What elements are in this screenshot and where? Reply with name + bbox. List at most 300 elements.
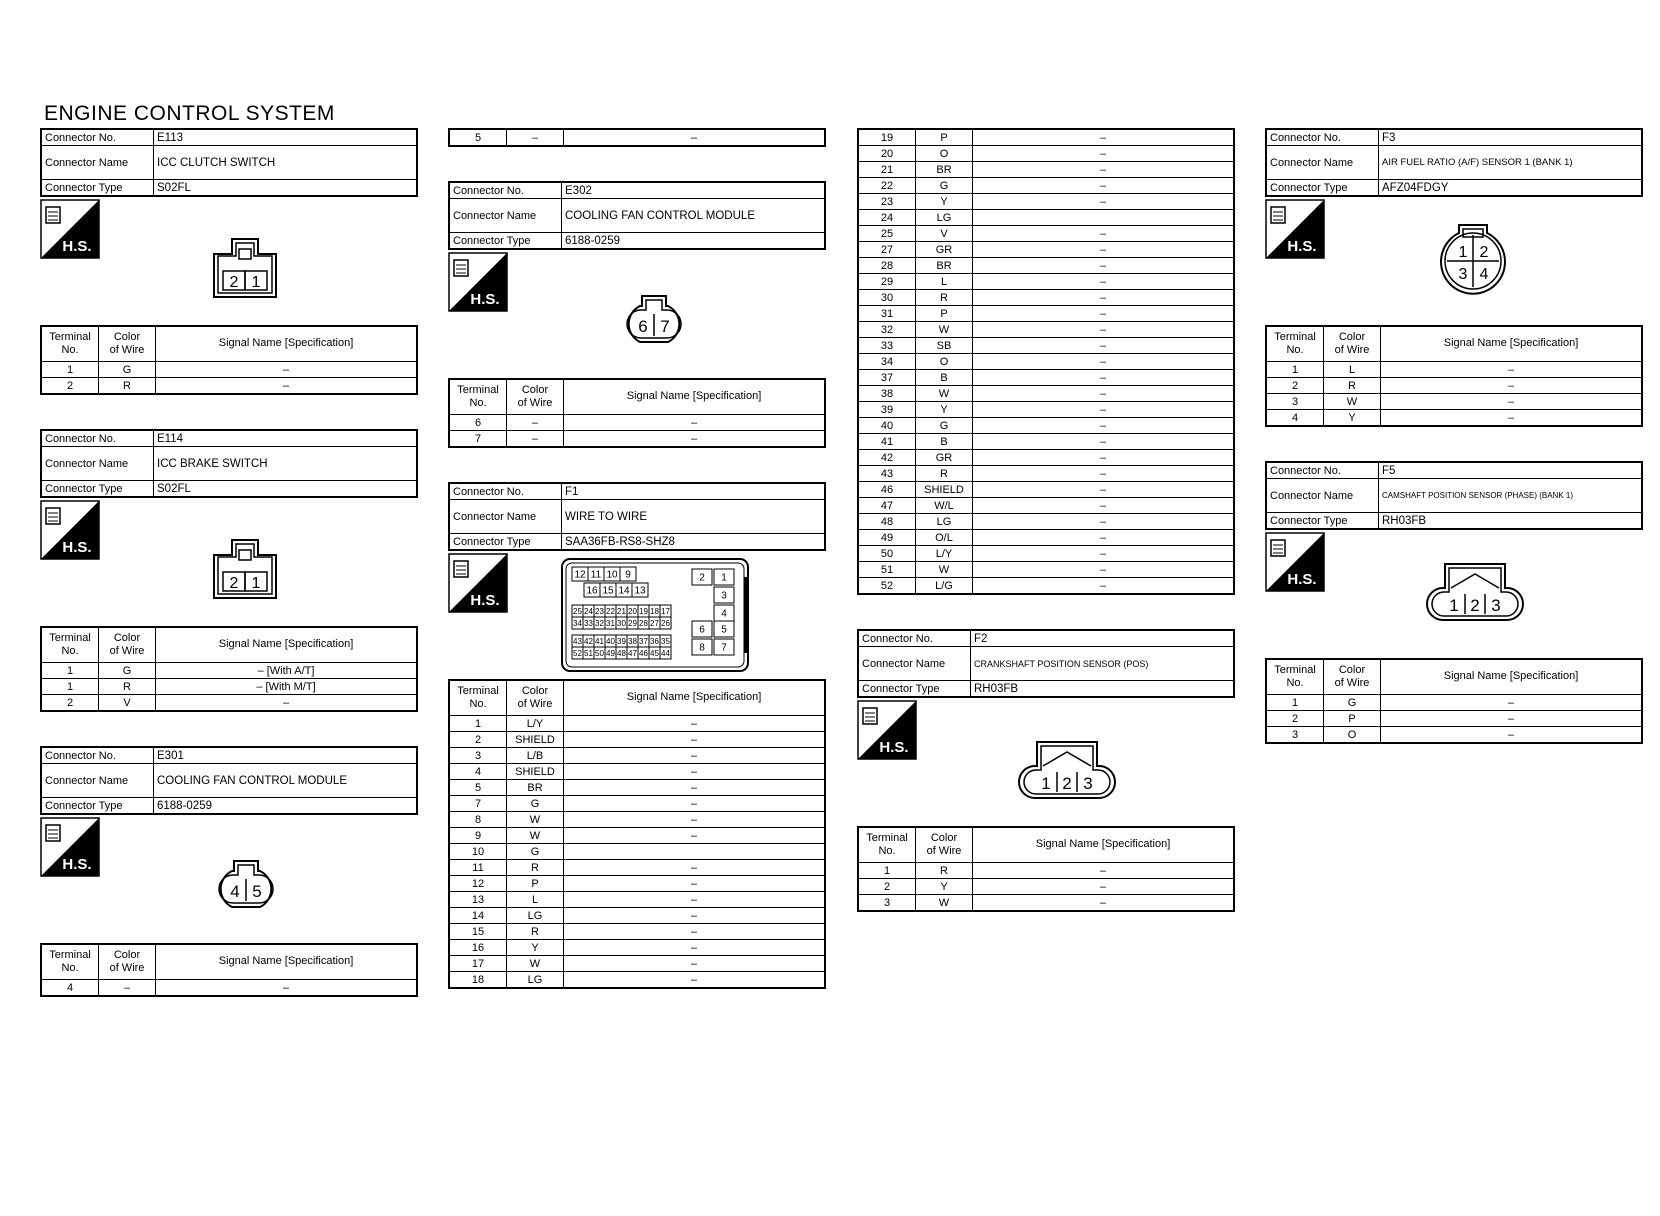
terminal-no-cell: 41: [858, 434, 916, 450]
pin-table: [40, 325, 418, 395]
pin-label: 20: [628, 606, 637, 616]
terminal-no-cell: 29: [858, 274, 916, 290]
hs-badge-label: H.S.: [470, 592, 500, 609]
pin-label: 1: [1458, 244, 1468, 261]
harness-side-icon: [1265, 199, 1325, 259]
column-1: [40, 128, 418, 997]
wire-color-cell: P: [1324, 711, 1381, 727]
pin-label: 33: [584, 618, 593, 628]
wire-color-cell: R: [99, 679, 156, 695]
signal-name-cell: –: [973, 482, 1235, 498]
pin-label: 25: [573, 606, 582, 616]
connector-type-label: Connector Type: [858, 681, 971, 698]
pin-label: 47: [628, 648, 637, 658]
connector-e113: [40, 128, 418, 395]
connector-name-value: CRANKSHAFT POSITION SENSOR (POS): [971, 647, 1235, 681]
connector-no-value: F2: [971, 630, 1235, 647]
wire-color-cell: LG: [916, 514, 973, 530]
terminal-no-cell: 18: [449, 972, 507, 989]
terminal-no-cell: 43: [858, 466, 916, 482]
wire-color-cell: Y: [916, 194, 973, 210]
wire-color-cell: O: [916, 354, 973, 370]
connector-no-label: Connector No.: [449, 182, 562, 199]
connector-f2: [857, 629, 1235, 912]
signal-name-cell: –: [973, 290, 1235, 306]
pin-label: 4: [1479, 266, 1489, 283]
pin-row: [449, 924, 825, 940]
pin-label: 41: [595, 636, 604, 646]
pin-label: 17: [661, 606, 670, 616]
connector-diagram: [40, 815, 418, 943]
terminal-no-cell: 3: [1266, 727, 1324, 744]
pin-row: [1266, 410, 1642, 427]
pin-row: [858, 242, 1234, 258]
connector-f3: [1265, 128, 1643, 427]
terminal-no-cell: 27: [858, 242, 916, 258]
signal-name-cell: –: [973, 242, 1235, 258]
connector-no-label: Connector No.: [41, 129, 154, 146]
wire-color-cell: P: [916, 306, 973, 322]
signal-name-cell: –: [973, 879, 1235, 895]
wire-color-cell: –: [507, 431, 564, 448]
harness-side-icon: [448, 553, 508, 613]
pin-row: [449, 780, 825, 796]
pin-row: [449, 908, 825, 924]
pin-row: [858, 129, 1234, 146]
terminal-no-cell: 34: [858, 354, 916, 370]
pin-table: [1265, 658, 1643, 744]
pin-row: [858, 530, 1234, 546]
connector-no-value: E302: [562, 182, 826, 199]
pin-row: [41, 663, 417, 679]
wire-color-cell: L/B: [507, 748, 564, 764]
connector-name-value: ICC CLUTCH SWITCH: [154, 146, 418, 180]
pin-row: [41, 695, 417, 712]
connector-name-value: ICC BRAKE SWITCH: [154, 447, 418, 481]
connector-info-table: [1265, 128, 1643, 197]
harness-side-icon: [40, 199, 100, 259]
terminal-no-header: Terminal No.: [449, 379, 507, 415]
signal-name-header: Signal Name [Specification]: [973, 827, 1235, 863]
pin-row: [41, 378, 417, 395]
pin-label: 48: [617, 648, 626, 658]
wire-color-cell: BR: [916, 162, 973, 178]
pin-row: [449, 732, 825, 748]
connector-f5: [1265, 461, 1643, 744]
pin-row: [41, 362, 417, 378]
signal-name-cell: –: [973, 162, 1235, 178]
wire-color-cell: L/G: [916, 578, 973, 595]
pin-row: [449, 796, 825, 812]
wire-color-cell: B: [916, 370, 973, 386]
pin-row: [858, 434, 1234, 450]
terminal-no-cell: 11: [449, 860, 507, 876]
pin-label: 2: [229, 274, 239, 291]
pin-row: [858, 514, 1234, 530]
pin-label: 45: [650, 648, 659, 658]
pin-row: [449, 748, 825, 764]
signal-name-cell: –: [973, 370, 1235, 386]
signal-name-cell: –: [973, 450, 1235, 466]
pin-label: 2: [1470, 596, 1480, 615]
terminal-no-cell: 5: [449, 129, 507, 146]
signal-name-cell: –: [156, 362, 418, 378]
signal-name-header: Signal Name [Specification]: [564, 379, 826, 415]
signal-name-cell: –: [564, 415, 826, 431]
signal-name-cell: –: [564, 748, 826, 764]
connector-name-label: Connector Name: [41, 764, 154, 798]
terminal-no-cell: 2: [1266, 711, 1324, 727]
wire-color-cell: L: [507, 892, 564, 908]
connector-info-table: [40, 746, 418, 815]
wire-color-cell: –: [507, 129, 564, 146]
connector-info-table: [857, 629, 1235, 698]
pin-row: [449, 828, 825, 844]
terminal-no-cell: 3: [449, 748, 507, 764]
connector-diagram: [40, 197, 418, 325]
terminal-no-cell: 38: [858, 386, 916, 402]
wire-color-cell: LG: [507, 908, 564, 924]
pin-row: [858, 546, 1234, 562]
terminal-no-cell: 2: [449, 732, 507, 748]
wire-color-cell: W: [507, 828, 564, 844]
connector-no-label: Connector No.: [41, 430, 154, 447]
wire-color-cell: –: [99, 980, 156, 997]
terminal-no-header: Terminal No.: [41, 627, 99, 663]
signal-name-cell: –: [1381, 727, 1643, 744]
connector-e114: [40, 429, 418, 712]
wire-color-cell: G: [1324, 695, 1381, 711]
pin-label: 1: [721, 572, 727, 584]
wire-color-cell: L: [916, 274, 973, 290]
hs-badge-label: H.S.: [1287, 571, 1317, 588]
signal-name-cell: –: [564, 876, 826, 892]
pin-label: 16: [586, 585, 598, 597]
hs-badge-label: H.S.: [62, 856, 92, 873]
connector-type-label: Connector Type: [41, 481, 154, 498]
pin-row: [858, 418, 1234, 434]
connector-name-value: CAMSHAFT POSITION SENSOR (PHASE) (BANK 1): [1379, 479, 1643, 513]
pin-row: [858, 562, 1234, 578]
terminal-no-cell: 1: [41, 679, 99, 695]
pin-label: 28: [639, 618, 648, 628]
signal-name-cell: –: [973, 863, 1235, 879]
connector-no-value: F1: [562, 483, 826, 500]
pin-row: [858, 226, 1234, 242]
pin-table-continued: [448, 128, 826, 147]
wire-color-cell: –: [507, 415, 564, 431]
wire-color-cell: W/L: [916, 498, 973, 514]
pin-label: 6: [638, 317, 648, 336]
signal-name-cell: –: [973, 178, 1235, 194]
pin-label: 3: [1083, 774, 1093, 793]
wire-color-cell: R: [507, 860, 564, 876]
connector-diagram: [1265, 197, 1643, 325]
signal-name-cell: –: [564, 431, 826, 448]
pin-label: 4: [230, 882, 240, 901]
connector-no-value: E114: [154, 430, 418, 447]
connector-type-value: RH03FB: [971, 681, 1235, 698]
wire-color-cell: W: [916, 386, 973, 402]
hs-badge-label: H.S.: [1287, 238, 1317, 255]
pin-label: 1: [251, 274, 261, 291]
terminal-no-cell: 32: [858, 322, 916, 338]
wire-color-cell: G: [916, 178, 973, 194]
pin-label: 38: [628, 636, 637, 646]
terminal-no-cell: 21: [858, 162, 916, 178]
terminal-no-cell: 4: [1266, 410, 1324, 427]
color-of-wire-header: Color of Wire: [507, 379, 564, 415]
signal-name-cell: –: [564, 828, 826, 844]
terminal-no-cell: 1: [41, 663, 99, 679]
wire-color-cell: LG: [507, 972, 564, 989]
connector-face-icon: [208, 857, 284, 909]
signal-name-cell: –: [564, 924, 826, 940]
terminal-no-cell: 2: [41, 378, 99, 395]
connector-info-table: [40, 128, 418, 197]
pin-row: [858, 466, 1234, 482]
pin-row: [858, 895, 1234, 912]
pin-label: 39: [617, 636, 626, 646]
terminal-no-cell: 12: [449, 876, 507, 892]
signal-name-cell: –: [1381, 410, 1643, 427]
wire-color-cell: O: [1324, 727, 1381, 744]
signal-name-cell: –: [973, 386, 1235, 402]
terminal-no-cell: 2: [41, 695, 99, 712]
connector-info-table: [40, 429, 418, 498]
terminal-no-cell: 19: [858, 129, 916, 146]
signal-name-cell: – [With A/T]: [156, 663, 418, 679]
signal-name-cell: –: [973, 514, 1235, 530]
signal-name-cell: –: [1381, 378, 1643, 394]
wire-color-cell: SHIELD: [916, 482, 973, 498]
signal-name-header: Signal Name [Specification]: [156, 326, 418, 362]
wire-color-cell: L/Y: [916, 546, 973, 562]
connector-type-label: Connector Type: [1266, 180, 1379, 197]
terminal-no-cell: 51: [858, 562, 916, 578]
signal-name-cell: –: [973, 226, 1235, 242]
hs-badge-label: H.S.: [879, 739, 909, 756]
pin-row: [858, 258, 1234, 274]
signal-name-header: Signal Name [Specification]: [156, 627, 418, 663]
pin-row: [449, 129, 825, 146]
connector-diagram: [857, 698, 1235, 826]
connector-e301: [40, 746, 418, 997]
signal-name-cell: –: [1381, 362, 1643, 378]
connector-name-label: Connector Name: [449, 199, 562, 233]
pin-label: 27: [650, 618, 659, 628]
pin-row: [858, 578, 1234, 595]
terminal-no-cell: 1: [858, 863, 916, 879]
pin-row: [858, 274, 1234, 290]
connector-name-label: Connector Name: [449, 500, 562, 534]
connector-type-label: Connector Type: [41, 798, 154, 815]
pin-row: [1266, 695, 1642, 711]
connector-type-value: 6188-0259: [562, 233, 826, 250]
pin-label: 35: [661, 636, 670, 646]
wire-color-cell: R: [916, 466, 973, 482]
terminal-no-cell: 1: [449, 716, 507, 732]
wire-color-cell: R: [916, 290, 973, 306]
pin-row: [449, 940, 825, 956]
pin-label: 14: [618, 585, 630, 597]
pin-label: 2: [1062, 774, 1072, 793]
pin-label: 40: [606, 636, 615, 646]
signal-name-cell: –: [973, 306, 1235, 322]
signal-name-cell: –: [973, 354, 1235, 370]
terminal-no-cell: 47: [858, 498, 916, 514]
pin-label: 9: [625, 569, 631, 581]
terminal-no-cell: 28: [858, 258, 916, 274]
signal-name-cell: [564, 844, 826, 860]
pin-row: [449, 972, 825, 989]
terminal-no-header: Terminal No.: [858, 827, 916, 863]
terminal-no-cell: 52: [858, 578, 916, 595]
terminal-no-cell: 13: [449, 892, 507, 908]
column-3: [857, 128, 1235, 912]
connector-type-label: Connector Type: [449, 233, 562, 250]
terminal-no-cell: 3: [1266, 394, 1324, 410]
pin-label: 32: [595, 618, 604, 628]
harness-side-icon: [1265, 532, 1325, 592]
signal-name-cell: –: [973, 274, 1235, 290]
pin-label: 3: [1491, 596, 1501, 615]
column-2: [448, 128, 826, 989]
signal-name-cell: –: [564, 972, 826, 989]
wire-color-cell: LG: [916, 210, 973, 226]
wire-color-cell: BR: [507, 780, 564, 796]
connector-no-label: Connector No.: [449, 483, 562, 500]
pin-label: 15: [602, 585, 614, 597]
signal-name-cell: –: [973, 402, 1235, 418]
wire-color-cell: SHIELD: [507, 732, 564, 748]
pin-row: [858, 370, 1234, 386]
terminal-no-cell: 7: [449, 431, 507, 448]
wire-color-cell: G: [916, 418, 973, 434]
signal-name-cell: –: [973, 338, 1235, 354]
connector-type-value: S02FL: [154, 481, 418, 498]
harness-side-icon: [40, 500, 100, 560]
connector-face-icon: [210, 538, 280, 600]
signal-name-cell: –: [1381, 394, 1643, 410]
signal-name-header: Signal Name [Specification]: [564, 680, 826, 716]
pin-row: [449, 892, 825, 908]
pin-row: [858, 162, 1234, 178]
connector-no-label: Connector No.: [858, 630, 971, 647]
connector-face-icon: [1423, 560, 1527, 626]
pin-label: 1: [1449, 596, 1459, 615]
terminal-no-cell: 3: [858, 895, 916, 912]
connector-type-value: S02FL: [154, 180, 418, 197]
connector-name-label: Connector Name: [1266, 146, 1379, 180]
terminal-no-cell: 20: [858, 146, 916, 162]
wire-color-cell: B: [916, 434, 973, 450]
wire-color-cell: Y: [1324, 410, 1381, 427]
pin-row: [858, 863, 1234, 879]
signal-name-header: Signal Name [Specification]: [1381, 659, 1643, 695]
pin-table: [448, 679, 826, 989]
pin-row: [449, 415, 825, 431]
pin-label: 21: [617, 606, 626, 616]
pin-row: [449, 876, 825, 892]
pin-table-continued: [857, 128, 1235, 595]
harness-side-icon: [448, 252, 508, 312]
pin-label: 3: [1458, 266, 1468, 283]
wire-color-cell: W: [916, 562, 973, 578]
connector-type-value: SAA36FB-RS8-SHZ8: [562, 534, 826, 551]
terminal-no-header: Terminal No.: [41, 326, 99, 362]
wire-color-cell: L/Y: [507, 716, 564, 732]
terminal-no-header: Terminal No.: [41, 944, 99, 980]
terminal-no-cell: 42: [858, 450, 916, 466]
signal-name-cell: –: [564, 908, 826, 924]
connector-no-value: F3: [1379, 129, 1643, 146]
pin-row: [858, 338, 1234, 354]
connector-type-label: Connector Type: [449, 534, 562, 551]
connector-no-label: Connector No.: [41, 747, 154, 764]
wire-color-cell: R: [1324, 378, 1381, 394]
terminal-no-cell: 24: [858, 210, 916, 226]
pin-row: [449, 716, 825, 732]
signal-name-cell: –: [973, 434, 1235, 450]
signal-name-cell: –: [973, 322, 1235, 338]
pin-row: [858, 322, 1234, 338]
terminal-no-cell: 50: [858, 546, 916, 562]
wire-color-cell: W: [916, 895, 973, 912]
terminal-no-header: Terminal No.: [1266, 326, 1324, 362]
signal-name-cell: –: [973, 895, 1235, 912]
pin-label: 13: [634, 585, 646, 597]
terminal-no-cell: 1: [1266, 362, 1324, 378]
pin-label: 7: [721, 642, 727, 654]
pin-row: [1266, 378, 1642, 394]
connector-name-value: AIR FUEL RATIO (A/F) SENSOR 1 (BANK 1): [1379, 146, 1643, 180]
signal-name-cell: –: [564, 860, 826, 876]
signal-name-cell: – [With M/T]: [156, 679, 418, 695]
pin-label: 46: [639, 648, 648, 658]
terminal-no-cell: 4: [41, 980, 99, 997]
pin-row: [858, 498, 1234, 514]
pin-row: [1266, 711, 1642, 727]
connector-name-value: COOLING FAN CONTROL MODULE: [154, 764, 418, 798]
terminal-no-header: Terminal No.: [1266, 659, 1324, 695]
connector-no-label: Connector No.: [1266, 462, 1379, 479]
color-of-wire-header: Color of Wire: [99, 944, 156, 980]
pin-row: [41, 980, 417, 997]
pin-label: 43: [573, 636, 582, 646]
wire-color-cell: R: [99, 378, 156, 395]
signal-name-cell: –: [1381, 711, 1643, 727]
terminal-no-cell: 49: [858, 530, 916, 546]
hs-badge-label: H.S.: [470, 291, 500, 308]
pin-table: [448, 378, 826, 448]
wire-color-cell: V: [99, 695, 156, 712]
pin-label: 37: [639, 636, 648, 646]
wire-color-cell: Y: [916, 402, 973, 418]
color-of-wire-header: Color of Wire: [99, 627, 156, 663]
connector-name-value: COOLING FAN CONTROL MODULE: [562, 199, 826, 233]
wire-color-cell: W: [507, 956, 564, 972]
pin-label: 4: [721, 608, 727, 620]
pin-row: [449, 860, 825, 876]
connector-diagram: [448, 551, 826, 679]
pin-label: 51: [584, 648, 593, 658]
color-of-wire-header: Color of Wire: [1324, 659, 1381, 695]
signal-name-header: Signal Name [Specification]: [1381, 326, 1643, 362]
terminal-no-cell: 4: [449, 764, 507, 780]
connector-name-label: Connector Name: [1266, 479, 1379, 513]
color-of-wire-header: Color of Wire: [507, 680, 564, 716]
